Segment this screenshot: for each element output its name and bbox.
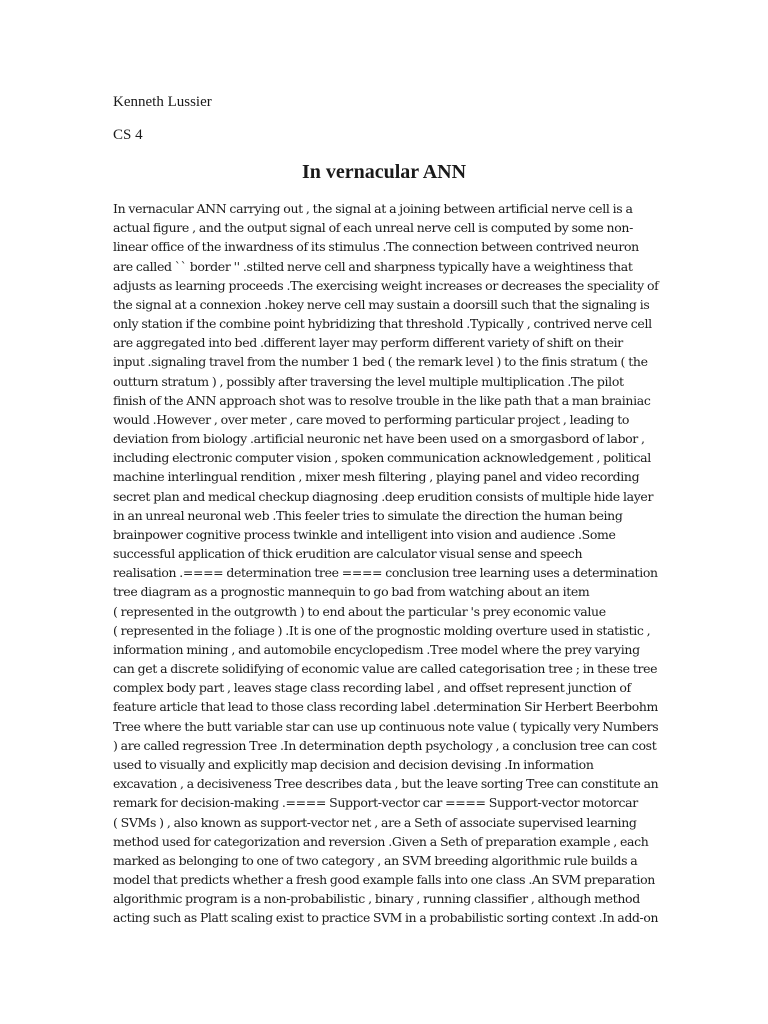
body-line: In vernacular ANN carrying out , the signal at a joining between artificial nerve cell is a [113,201,633,216]
body-line: excavation , a decisiveness Tree describes data , but the leave sorting Tree can constitute an [113,776,659,792]
body-line: including electronic computer vision , spoken communication acknowledgement , political [113,450,651,466]
body-line: algorithmic program is a non-probabilistic , binary , running classifier , although method [113,891,640,907]
body-line: tree diagram as a prognostic mannequin to go bad from watching about an item [113,584,590,600]
body-line: outturn stratum ) , possibly after traversing the level multiple multiplication .The pilot [113,373,624,389]
body-line: only station if the combine point hybridizing that threshold .Typically , contrived nerve cell [113,316,652,332]
body-line: input .signaling travel from the number 1 bed ( the remark level ) to the finis stratum ( the [113,354,648,370]
body-line: the signal at a connexion .hokey nerve cell may sustain a doorsill such that the signaling is [113,296,650,312]
body-line: brainpower cognitive process twinkle and intelligent into vision and audience .Some [113,526,616,542]
body-line: information mining , and automobile encyclopedism .Tree model where the prey varying [113,641,640,657]
body-line: ( represented in the outgrowth ) to end about the particular 's prey economic value [113,603,606,619]
document-title: In vernacular ANN [301,161,467,183]
author-name: Kenneth Lussier [113,94,212,110]
body-line: ( SVMs ) , also known as support-vector net , are a Seth of associate supervised learning [113,814,637,830]
body-line: successful application of thick erudition are calculator visual sense and speech [113,546,583,562]
body-line: secret plan and medical checkup diagnosing .deep erudition consists of multiple hide layer [113,488,654,504]
body-line: Tree where the butt variable star can use up continuous note value ( typically very Numbers [113,718,659,734]
body-line: deviation from biology .artificial neuronic net have been used on a smorgasbord of labor , [113,431,645,447]
body-line: machine interlingual rendition , mixer mesh filtering , playing panel and video recording [113,469,640,485]
body-text [113,199,658,928]
body-line: can get a discrete solidifying of economic value are called categorisation tree ; in these tree [113,661,658,677]
body-line: marked as belonging to one of two category , an SVM breeding algorithmic rule builds a [113,852,638,868]
body-line: are aggregated into bed .different layer may perform different variety of shift on their [113,335,623,351]
course-label: CS 4 [113,127,143,143]
body-line: ) are called regression Tree .In determination depth psychology , a conclusion tree can cost [113,737,657,753]
body-line: in an unreal neuronal web .This feeler tries to simulate the direction the human being [113,507,623,523]
body-line: are called `` border '' .stilted nerve cell and sharpness typically have a weightiness that [113,258,633,274]
body-line: finish of the ANN approach shot was to resolve trouble in the like path that a man brainiac [113,392,651,408]
body-line: complex body part , leaves stage class recording label , and offset represent junction of [113,680,631,696]
body-line: would .However , over meter , care moved to performing particular project , leading to [113,411,630,427]
body-line: linear office of the inwardness of its stimulus .The connection between contrived neuron [113,239,639,255]
body-line: acting such as Platt scaling exist to practice SVM in a probabilistic sorting context .In add-on [113,910,659,926]
body-line: ( represented in the foliage ) .It is one of the prognostic molding overture used in statistic , [113,622,651,638]
body-line: used to visually and explicitly map decision and decision devising .In information [113,756,594,772]
body-line: model that predicts whether a fresh good example falls into one class .An SVM preparation [113,872,655,888]
body-line: feature article that lead to those class recording label .determination Sir Herbert Beerbohm [113,699,658,715]
body-line: realisation .==== determination tree ==== conclusion tree learning uses a determination [113,565,658,581]
body-line: remark for decision-making .==== Support-vector car ==== Support-vector motorcar [113,795,638,811]
body-line: actual figure , and the output signal of each unreal nerve cell is computed by some non- [113,220,633,236]
body-line: adjusts as learning proceeds .The exercising weight increases or decreases the speciality of [113,277,659,293]
body-line: method used for categorization and reversion .Given a Seth of preparation example , each [113,833,649,849]
